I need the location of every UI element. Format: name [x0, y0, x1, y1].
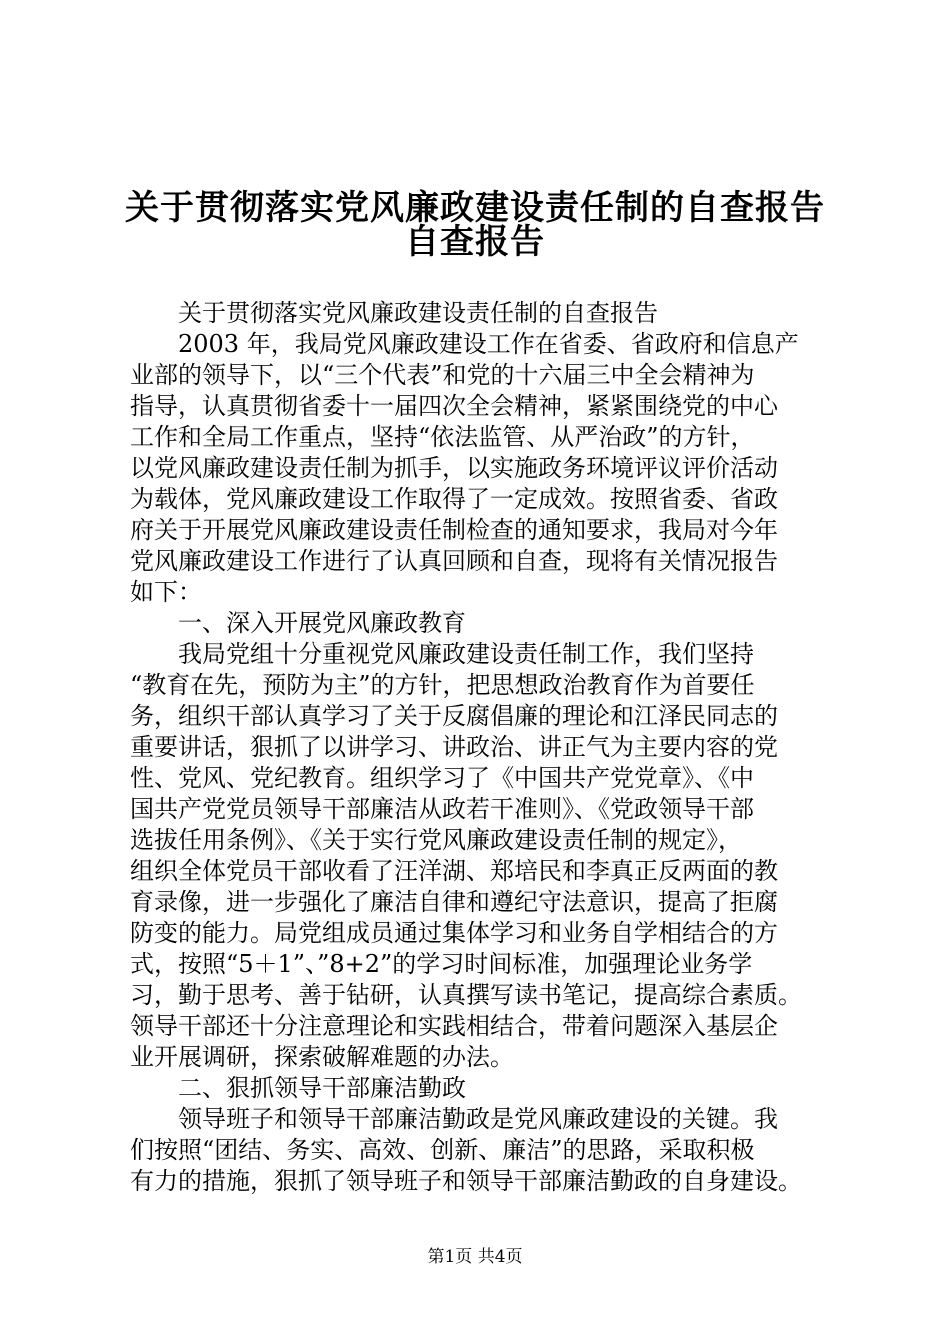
text-line: 以党风廉政建设责任制为抓手，以实施政务环境评议评价活动: [130, 454, 778, 482]
document-title: 关于贯彻落实党风廉政建设责任制的自查报告: [125, 188, 825, 228]
text-line: 二、狠抓领导干部廉洁勤政: [178, 1074, 466, 1102]
text-line: 工作和全局工作重点，坚持“依法监管、从严治政”的方针，: [130, 423, 755, 451]
text-line: 务，组织干部认真学习了关于反腐倡廉的理论和江泽民同志的: [130, 702, 778, 730]
text-line: 2003 年，我局党风廉政建设工作在省委、省政府和信息产: [178, 330, 799, 358]
text-line: “教育在先，预防为主”的方针，把思想政治教育作为首要任: [130, 671, 755, 699]
text-line: 如下：: [130, 578, 202, 606]
text-line: 们按照“团结、务实、高效、创新、廉洁”的思路，采取积极: [130, 1136, 755, 1164]
text-line: 习，勤于思考、善于钻研，认真撰写读书笔记，提高综合素质。: [130, 981, 802, 1009]
page-footer: 第1页 共4页: [427, 1247, 523, 1267]
text-line: 性、党风、党纪教育。组织学习了《中国共产党党章》、《中: [130, 764, 754, 792]
text-line: 指导，认真贯彻省委十一届四次全会精神，紧紧围绕党的中心: [130, 392, 778, 420]
text-line: 关于贯彻落实党风廉政建设责任制的自查报告: [178, 299, 658, 327]
text-line: 业部的领导下，以“三个代表”和党的十六届三中全会精神为: [130, 361, 755, 389]
text-line: 选拔任用条例》、《关于实行党风廉政建设责任制的规定》，: [130, 826, 742, 854]
text-line: 我局党组十分重视党风廉政建设责任制工作，我们坚持: [178, 640, 754, 668]
text-line: 府关于开展党风廉政建设责任制检查的通知要求，我局对今年: [130, 516, 778, 544]
document-body: [130, 298, 835, 1197]
text-line: 重要讲话，狠抓了以讲学习、讲政治、讲正气为主要内容的党: [130, 733, 778, 761]
text-line: 有力的措施，狠抓了领导班子和领导干部廉洁勤政的自身建设。: [130, 1167, 802, 1195]
text-line: 育录像，进一步强化了廉洁自律和遵纪守法意识，提高了拒腐: [130, 888, 778, 916]
text-line: 式，按照“5＋1”、”8+2”的学习时间标准，加强理论业务学: [130, 950, 753, 978]
text-line: 党风廉政建设工作进行了认真回顾和自查，现将有关情况报告: [130, 547, 778, 575]
text-line: 为载体，党风廉政建设工作取得了一定成效。按照省委、省政: [130, 485, 778, 513]
text-line: 业开展调研，探索破解难题的办法。: [130, 1043, 514, 1071]
text-line: 组织全体党员干部收看了汪洋湖、郑培民和李真正反两面的教: [130, 857, 778, 885]
text-line: 防变的能力。局党组成员通过集体学习和业务自学相结合的方: [130, 919, 778, 947]
text-line: 领导班子和领导干部廉洁勤政是党风廉政建设的关键。我: [178, 1105, 778, 1133]
text-line: 国共产党党员领导干部廉洁从政若干准则》、《党政领导干部: [130, 795, 754, 823]
text-line: 领导干部还十分注意理论和实践相结合，带着问题深入基层企: [130, 1012, 778, 1040]
document-subtitle: 自查报告: [405, 222, 545, 262]
text-line: 一、深入开展党风廉政教育: [178, 609, 466, 637]
